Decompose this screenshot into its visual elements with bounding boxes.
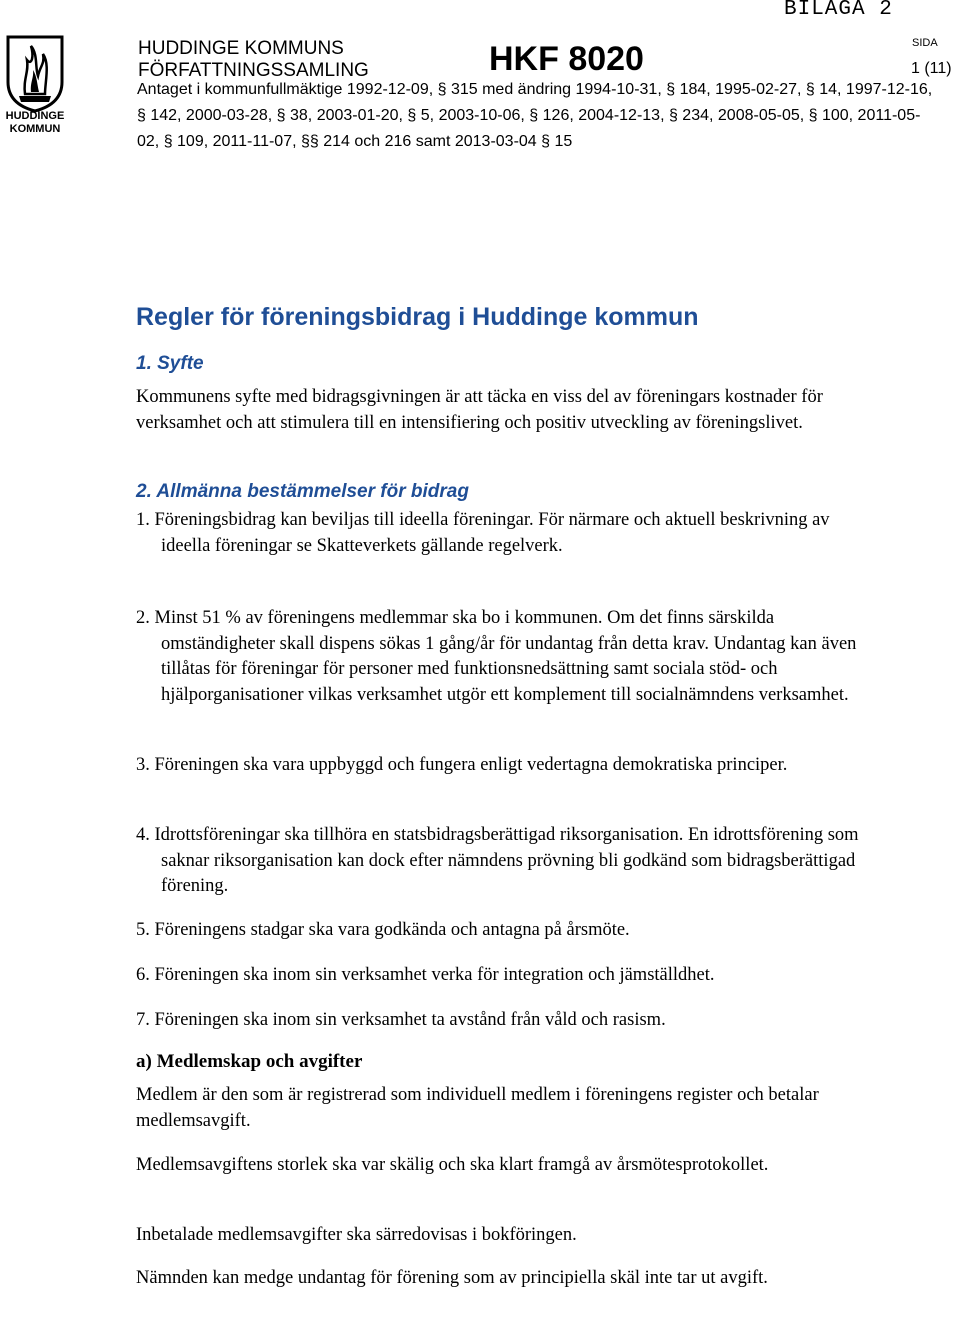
section-heading-general-rules: 2. Allmänna bestämmelser för bidrag	[136, 481, 469, 502]
membership-paragraph-2: Medlemsavgiftens storlek ska var skälig och ska klart framgå av årsmötesprotokollet.	[136, 1155, 769, 1175]
section-heading-purpose: 1. Syfte	[136, 353, 204, 374]
adoption-history: Antaget i kommunfullmäktige 1992-12-09, § 315 med ändring 1994-10-31, § 184, 1995-02-27, § 14, 1997-12-16, § 142, 2000-03-28, § 38, 2003-01-20, § 5, 2003-10-06, § 126, 2004-12-13, § 234, 2008-05-05, § 100, 2011-05-02, § 109, 2011-11-07, §§ 214 och 216 samt 2013-03-04 § 15	[137, 81, 933, 150]
page-number: 1 (11)	[911, 60, 952, 77]
document-code: HKF 8020	[489, 40, 644, 78]
logo-wordmark: HUDDINGE KOMMUN	[5, 110, 65, 135]
publication-name	[138, 38, 369, 82]
rule-item-3: 3. Föreningen ska vara uppbyggd och fungera enligt vedertagna demokratiska principer.	[136, 755, 788, 775]
rule-item-4: 4. Idrottsföreningar ska tillhöra en statsbidragsberättigad riksorganisation. En idrottsförening som saknar riksorganisation kan dock efter nämndens prövning bli godkänd som bidragsberättigad förening.	[136, 825, 859, 896]
rule-item-7: 7. Föreningen ska inom sin verksamhet ta avstånd från våld och rasism.	[136, 1010, 666, 1030]
rule-item-5: 5. Föreningens stadgar ska vara godkända och antagna på årsmöte.	[136, 920, 630, 940]
publication-name-line2: FÖRFATTNINGSSAMLING	[138, 60, 369, 81]
section-text-purpose: Kommunens syfte med bidragsgivningen är att täcka en viss del av föreningars kostnader för verksamhet och att stimulera till en intensifiering och positiv utveckling av föreningslivet.	[136, 387, 823, 433]
rule-item-2: 2. Minst 51 % av föreningens medlemmar ska bo i kommunen. Om det finns särskilda omständigheter skall dispens sökas 1 gång/år för undantag från detta krav. Undantag kan även tillåtas för föreningar för personer med funktionsnedsättning samt sociala stöd- och hjälporganisationer vilkas verksamhet utgör ett komplement till socialnämndens verksamhet.	[136, 608, 857, 705]
rule-item-1: 1. Föreningsbidrag kan beviljas till ideella föreningar. För närmare och aktuell beskrivning av ideella föreningar se Skatteverkets gällande regelverk.	[136, 510, 830, 556]
membership-paragraph-3: Inbetalade medlemsavgifter ska särredovisas i bokföringen.	[136, 1225, 577, 1245]
membership-paragraph-4: Nämnden kan medge undantag för förening som av principiella skäl inte tar ut avgift.	[136, 1268, 768, 1288]
rule-item-6: 6. Föreningen ska inom sin verksamhet verka för integration och jämställdhet.	[136, 965, 715, 985]
publication-name-line1: HUDDINGE KOMMUNS	[138, 38, 344, 59]
membership-paragraph-1: Medlem är den som är registrerad som individuell medlem i föreningens register och betalar medlemsavgift.	[136, 1085, 819, 1131]
coat-of-arms-icon	[5, 34, 65, 114]
page-label: SIDA	[912, 37, 938, 49]
subsection-heading-membership: a) Medlemskap och avgifter	[136, 1051, 363, 1072]
appendix-label: BILAGA 2	[784, 0, 893, 21]
document-title: Regler för föreningsbidrag i Huddinge kommun	[136, 303, 699, 331]
